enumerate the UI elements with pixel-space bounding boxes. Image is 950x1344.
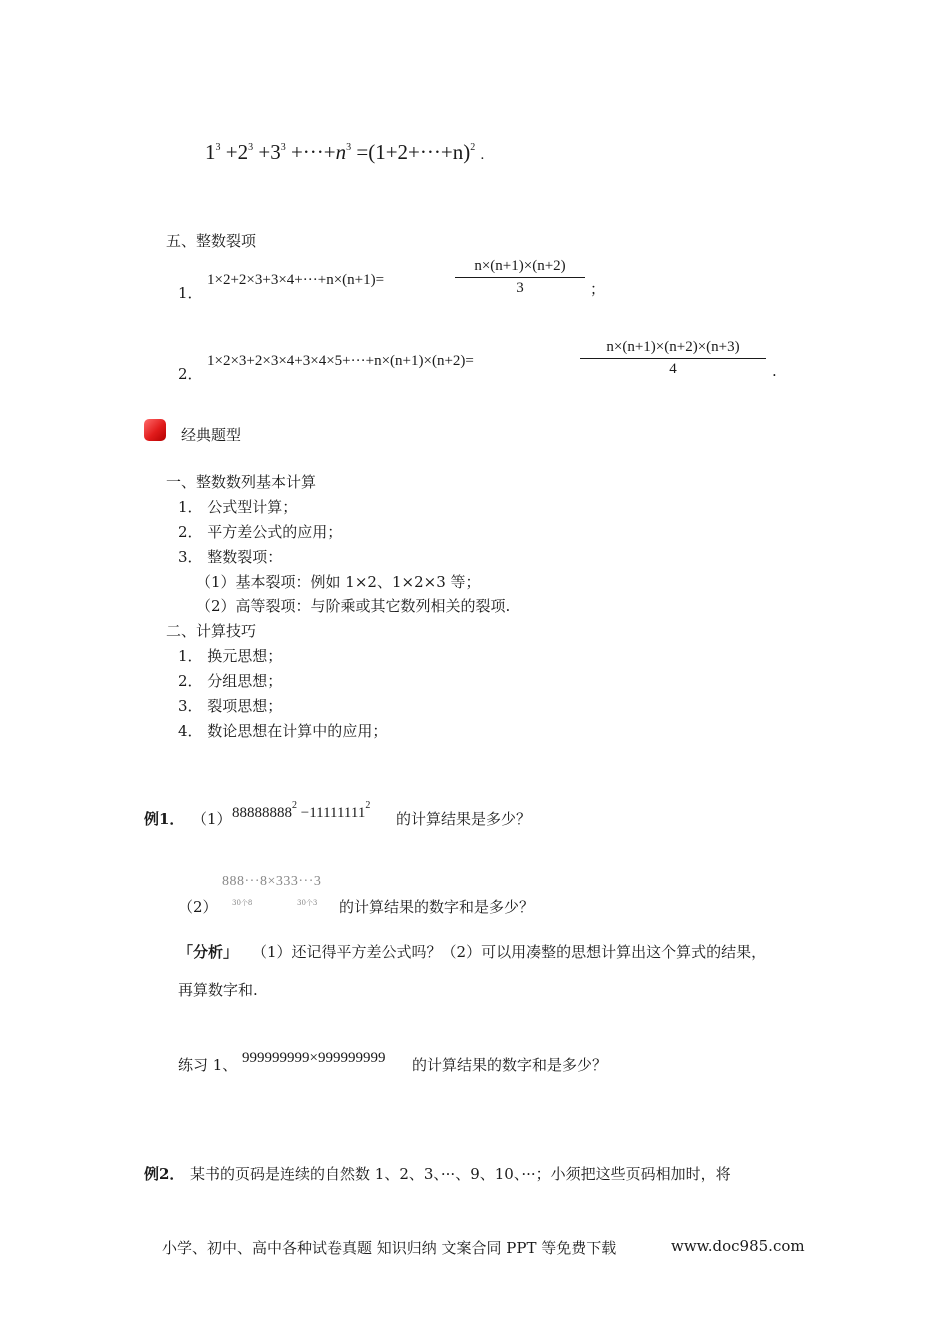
section-heading-classic: 经典题型 xyxy=(181,426,242,444)
example-label: 例2． xyxy=(144,1165,185,1183)
expression-repdigits-product: 888···8×333···3 xyxy=(222,874,322,889)
numerator: n×(n+1)×(n+2)×(n+3) xyxy=(606,339,740,355)
denominator: 4 xyxy=(669,361,677,377)
outline-line: 1． 公式型计算； xyxy=(178,498,298,516)
practice-label: 练习 1、 xyxy=(178,1056,238,1074)
fraction xyxy=(580,339,766,378)
formula-lhs: 1×2×3+2×3×4+3×4×5+···+n×(n+1)×(n+2)= xyxy=(207,353,474,369)
footer-link[interactable]: www.doc985.com xyxy=(671,1237,805,1255)
example-label: 例1． xyxy=(144,810,185,828)
denominator: 3 xyxy=(516,280,524,296)
footer-text: 小学、初中、高中各种试卷真题 知识归纳 文案合同 PPT 等免费下载 xyxy=(162,1239,617,1257)
analysis-text: 再算数字和. xyxy=(178,981,258,999)
outline-line: 二、计算技巧 xyxy=(166,622,257,640)
outline-line: 一、整数数列基本计算 xyxy=(166,473,317,491)
question-text: 的计算结果的数字和是多少？ xyxy=(412,1056,608,1074)
section-title-integer-splitting: 五、整数裂项 xyxy=(166,232,257,250)
example-text: 某书的页码是连续的自然数 1、2、3、···、9、10、···；小须把这些页码相加时，将 xyxy=(190,1165,731,1183)
item-number: 1． xyxy=(178,284,203,302)
question-text: 的计算结果是多少？ xyxy=(396,810,532,828)
outline-line: 2． 平方差公式的应用； xyxy=(178,523,343,541)
outline-line: 4． 数论思想在计算中的应用； xyxy=(178,722,388,740)
numerator: n×(n+1)×(n+2) xyxy=(474,258,566,274)
part-number: （1） xyxy=(192,810,232,828)
outline-line: 3． 整数裂项： xyxy=(178,548,283,566)
question-text: 的计算结果的数字和是多少？ xyxy=(339,898,535,916)
outline-line: 1． 换元思想； xyxy=(178,647,283,665)
outline-line: （1）基本裂项：例如 1×2、1×2×3 等； xyxy=(196,573,481,591)
formula-sum-of-cubes: $1^3 +2^3 +3^3 +\cdot\cdot\cdot+n^3 =(1+2+\cdot\cdot\cdot+n)^2$ . xyxy=(205,140,485,164)
outline-line: 3． 裂项思想； xyxy=(178,697,283,715)
outline-line: （2）高等裂项：与阶乘或其它数列相关的裂项. xyxy=(196,597,511,615)
formula-lhs: 1×2+2×3+3×4+···+n×(n+1)= xyxy=(207,272,385,288)
underbrace-label: 30个3 xyxy=(297,899,318,907)
underbrace-label: 30个8 xyxy=(232,899,253,907)
practice-expression: 999999999×999999999 xyxy=(242,1050,386,1066)
expression-difference-of-squares: $88888888^2 -11111111^2$ xyxy=(232,800,371,821)
item-number: 2． xyxy=(178,365,203,383)
punctuation: ； xyxy=(590,280,606,298)
punctuation: . xyxy=(772,362,777,380)
analysis-label: 「分析」 xyxy=(178,943,239,961)
outline-line: 2． 分组思想； xyxy=(178,672,283,690)
part-number: （2） xyxy=(178,898,218,916)
fraction xyxy=(455,258,585,297)
analysis-text: （1）还记得平方差公式吗？（2）可以用凑整的思想计算出这个算式的结果， xyxy=(252,943,767,961)
section-badge-icon xyxy=(144,419,166,441)
